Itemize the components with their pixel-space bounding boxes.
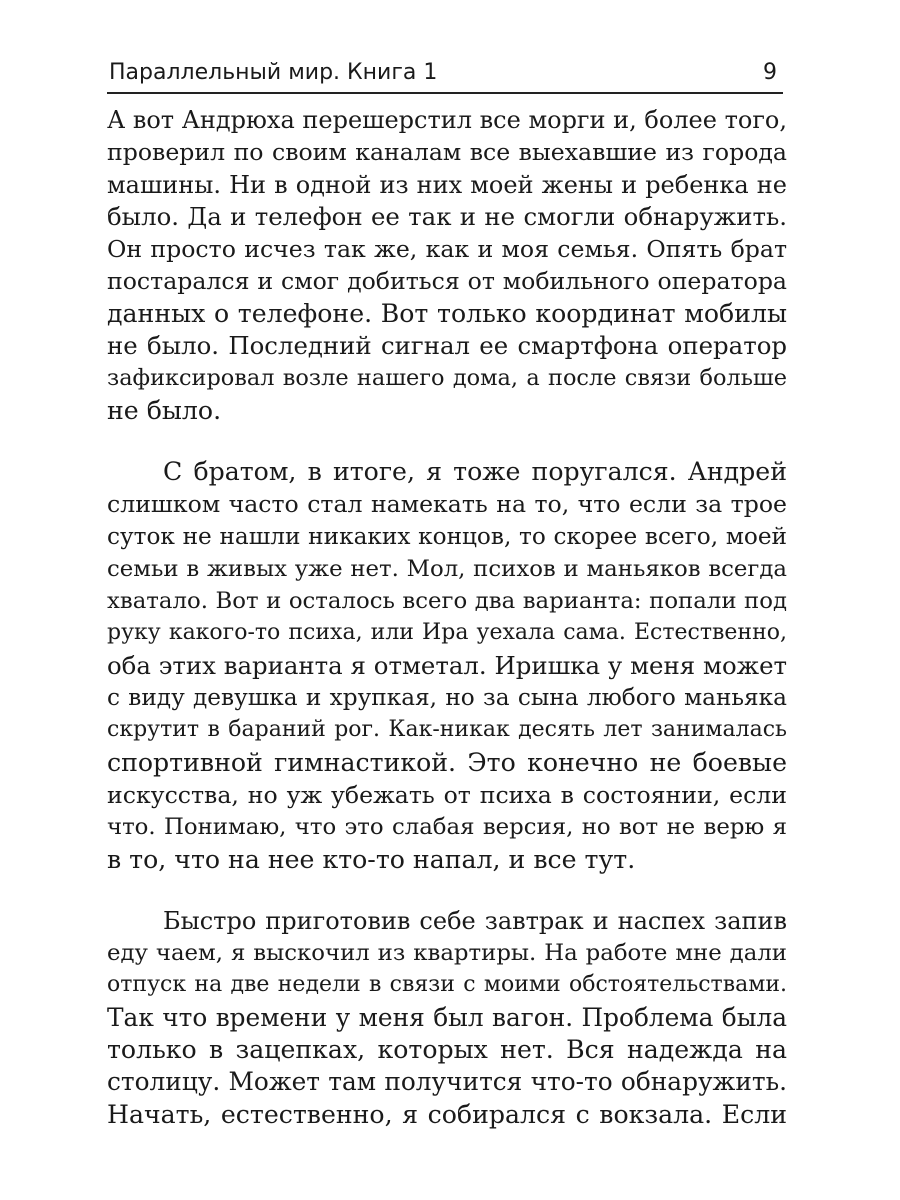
text-line: А вот Андрюха перешерстил все морги и, более того, xyxy=(107,106,787,134)
paragraph xyxy=(107,104,787,427)
text-line: слишком часто стал намекать на то, что если за трое xyxy=(107,490,787,519)
book-title: Параллельный мир. Книга 1 xyxy=(109,60,438,85)
text-line: что. Понимаю, что это слабая версия, но вот не верю я xyxy=(107,814,787,841)
text-line: оба этих варианта я отметал. Иришка у меня может xyxy=(107,650,787,680)
text-line: Начать, естественно, я собирался с вокзала. Если xyxy=(107,1099,787,1129)
text-line: семьи в живых уже нет. Мол, психов и маньяков всегда xyxy=(107,555,787,582)
text-line: руку какого-то психа, или Ира уехала сама. Естественно, xyxy=(107,620,787,646)
text-line: столицу. Может там получится что-то обнаружить. xyxy=(107,1067,787,1097)
text-line: не было. Последний сигнал ее смартфона оператор xyxy=(107,331,787,361)
text-line: данных о телефоне. Вот только координат мобилы xyxy=(107,298,787,328)
running-header xyxy=(107,58,783,94)
text-line: только в зацепках, которых нет. Вся надежда на xyxy=(107,1035,787,1065)
text-line: спортивной гимнастикой. Это конечно не боевые xyxy=(107,747,787,777)
text-line: С братом, в итоге, я тоже поругался. Андрей xyxy=(163,456,787,486)
text-line: Он просто исчез так же, как и моя семья. Опять брат xyxy=(107,235,787,264)
text-line: искусства, но уж убежать от психа в состоянии, если xyxy=(107,780,787,809)
text-line: еду чаем, я выскочил из квартиры. На работе мне дали xyxy=(107,940,787,967)
text-line: постарался и смог добиться от мобильного оператора xyxy=(107,267,787,296)
text-line: скрутит в бараний рог. Как-никак десять лет занималась xyxy=(107,717,787,743)
text-line: было. Да и телефон ее так и не смогли обнаружить. xyxy=(107,201,787,231)
paragraph xyxy=(107,456,787,876)
text-line: хватало. Вот и осталось всего два варианта: попали под xyxy=(107,588,787,615)
text-line: Так что времени у меня был вагон. Проблема была xyxy=(107,1002,787,1032)
text-line: машины. Ни в одной из них моей жены и ребенка не xyxy=(107,170,787,199)
text-line: проверил по своим каналам все выехавшие из города xyxy=(107,138,787,167)
text-line: Быстро приготовив себе завтрак и наспех запив xyxy=(163,906,787,935)
text-line: отпуск на две недели в связи с моими обстоятельствами. xyxy=(107,972,787,998)
paragraph xyxy=(107,905,787,1131)
text-line: зафиксировал возле нашего дома, а после связи больше xyxy=(107,365,787,392)
text-line: в то, что на нее кто-то напал, и все тут. xyxy=(107,844,636,874)
text-line: суток не нашли никаких концов, то скорее всего, моей xyxy=(107,522,787,550)
text-line: с виду девушка и хрупкая, но за сына любого маньяка xyxy=(107,684,787,712)
page-number: 9 xyxy=(763,60,777,85)
text-line: не было. xyxy=(107,395,222,425)
body-text xyxy=(107,104,787,1131)
